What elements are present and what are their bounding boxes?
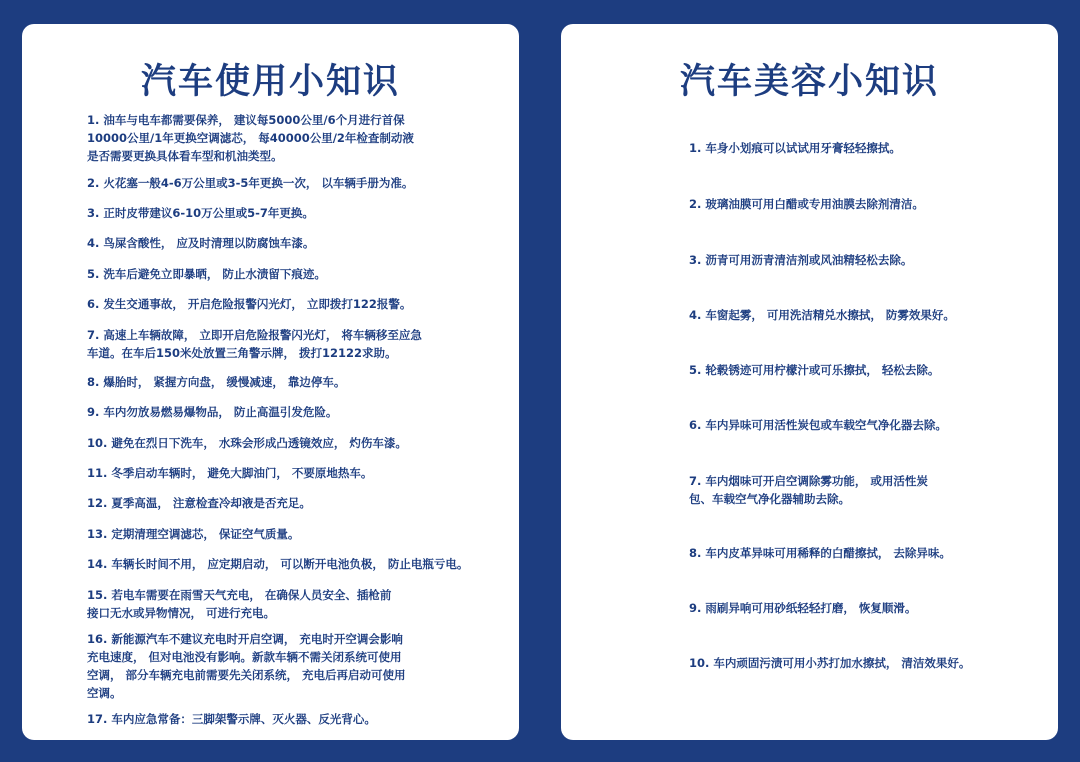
usage-tip-10: 10. 避免在烈日下洗车， 水珠会形成凸透镜效应， 灼伤车漆。 bbox=[87, 436, 407, 450]
beauty-tip-5: 5. 轮毂锈迹可用柠檬汁或可乐擦拭， 轻松去除。 bbox=[689, 363, 940, 377]
usage-tip-15: 15. 若电车需要在雨雪天气充电， 在确保人员安全、插枪前 接口无水或异物情况， 可进行充电。 bbox=[87, 588, 392, 620]
beauty-tip-2: 2. 玻璃油膜可用白醋或专用油膜去除剂清洁。 bbox=[689, 197, 924, 211]
usage-tip-8: 8. 爆胎时， 紧握方向盘， 缓慢减速， 靠边停车。 bbox=[87, 375, 346, 389]
usage-tip-3: 3. 正时皮带建议6-10万公里或5-7年更换。 bbox=[87, 206, 314, 220]
car-usage-tips-title: 汽车使用小知识 bbox=[140, 61, 400, 102]
usage-tip-2: 2. 火花塞一般4-6万公里或3-5年更换一次， 以车辆手册为准。 bbox=[87, 176, 414, 190]
car-beauty-tips-title: 汽车美容小知识 bbox=[679, 61, 939, 102]
usage-tip-5: 5. 洗车后避免立即暴晒， 防止水渍留下痕迹。 bbox=[87, 267, 326, 281]
beauty-tip-9: 9. 雨刷异响可用砂纸轻轻打磨， 恢复顺滑。 bbox=[689, 601, 917, 615]
usage-tip-13: 13. 定期清理空调滤芯， 保证空气质量。 bbox=[87, 527, 300, 541]
car-usage-tips-card bbox=[22, 24, 519, 740]
usage-tip-1: 1. 油车与电车都需要保养， 建议每5000公里/6个月进行首保 10000公里/1年更换空调滤芯， 每40000公里/2年检查制动液 是否需要更换具体看车型和机油类型。 bbox=[87, 113, 414, 163]
beauty-tip-4: 4. 车窗起雾， 可用洗洁精兑水擦拭， 防雾效果好。 bbox=[689, 308, 955, 322]
usage-tip-7: 7. 高速上车辆故障， 立即开启危险报警闪光灯， 将车辆移至应急 车道。在车后150米处放置三角警示牌， 拨打12122求助。 bbox=[87, 328, 422, 360]
usage-tip-6: 6. 发生交通事故， 开启危险报警闪光灯， 立即拨打122报警。 bbox=[87, 297, 412, 311]
usage-tip-4: 4. 鸟屎含酸性， 应及时清理以防腐蚀车漆。 bbox=[87, 236, 315, 250]
car-beauty-tips-card bbox=[561, 24, 1058, 740]
usage-tip-14: 14. 车辆长时间不用， 应定期启动， 可以断开电池负极， 防止电瓶亏电。 bbox=[87, 557, 469, 571]
beauty-tip-1: 1. 车身小划痕可以试试用牙膏轻轻擦拭。 bbox=[689, 141, 901, 155]
usage-tip-12: 12. 夏季高温， 注意检查冷却液是否充足。 bbox=[87, 496, 311, 510]
usage-tip-16: 16. 新能源汽车不建议充电时开启空调， 充电时开空调会影响 充电速度， 但对电池没有影响。新款车辆不需关闭系统可使用 空调， 部分车辆充电前需要先关闭系统， 充电后再启动可使用 空调。 bbox=[87, 632, 406, 700]
usage-tip-11: 11. 冬季启动车辆时， 避免大脚油门， 不要原地热车。 bbox=[87, 466, 373, 480]
beauty-tip-6: 6. 车内异味可用活性炭包或车载空气净化器去除。 bbox=[689, 418, 947, 432]
usage-tip-17: 17. 车内应急常备：三脚架警示牌、灭火器、反光背心。 bbox=[87, 712, 376, 726]
beauty-tip-7: 7. 车内烟味可开启空调除雾功能， 或用活性炭 包、车载空气净化器辅助去除。 bbox=[689, 474, 928, 506]
beauty-tip-3: 3. 沥青可用沥青清洁剂或风油精轻松去除。 bbox=[689, 253, 913, 267]
beauty-tip-8: 8. 车内皮革异味可用稀释的白醋擦拭， 去除异味。 bbox=[689, 546, 951, 560]
usage-tip-9: 9. 车内勿放易燃易爆物品， 防止高温引发危险。 bbox=[87, 405, 338, 419]
beauty-tip-10: 10. 车内顽固污渍可用小苏打加水擦拭， 清洁效果好。 bbox=[689, 656, 971, 670]
